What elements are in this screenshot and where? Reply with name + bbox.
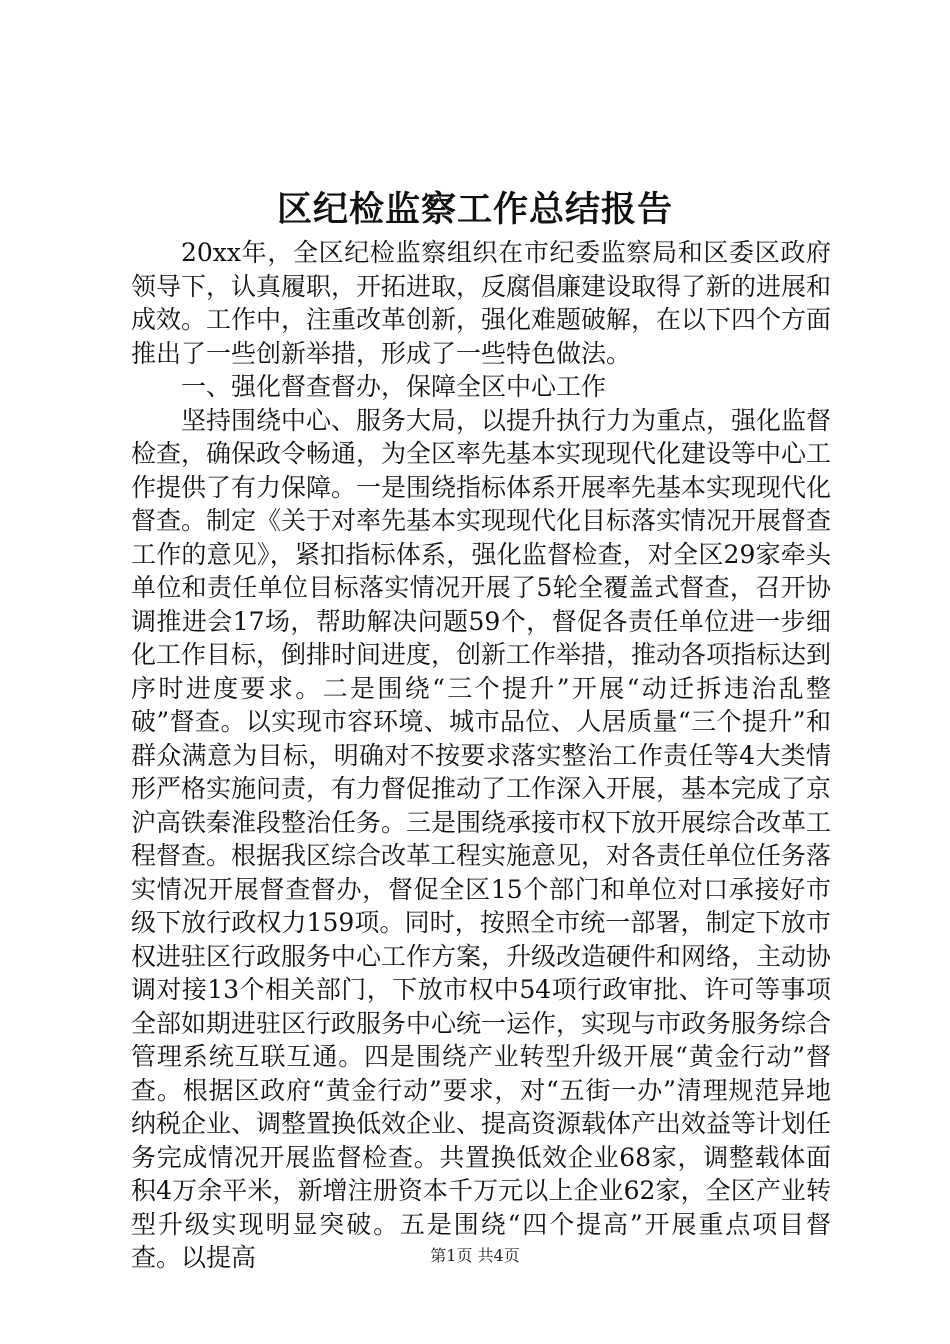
document-body (131, 236, 831, 1275)
intro-paragraph: 20xx年，全区纪检监察组织在市纪委监察局和区委区政府领导下，认真履职，开拓进取，反腐倡廉建设取得了新的进展和成效。工作中，注重改革创新，强化难题破解，在以下四个方面推出了一些创新举措，形成了一些特色做法。 (131, 238, 832, 368)
section-heading: 一、强化督查督办，保障全区中心工作 (181, 372, 607, 401)
page-footer: 第1页 共4页 (430, 1246, 520, 1265)
document-title: 区纪检监察工作总结报告 (276, 189, 673, 230)
section-paragraph: 坚持围绕中心、服务大局，以提升执行力为重点，强化监督检查，确保政令畅通，为全区率先基本实现现代化建设等中心工作提供了有力保障。一是围绕指标体系开展率先基本实现现代化督查。制定《关于对率先基本实现现代化目标落实情况开展督查工作的意见》，紧扣指标体系，强化监督检查，对全区29家牵头单位和责任单位目标落实情况开展了5轮全覆盖式督查，召开协调推进会17场，帮助解决问题59个，督促各责任单位进一步细化工作目标，倒排时间进度，创新工作举措，推动各项指标达到序时进度要求。二是围绕“三个提升”开展“动迁拆违治乱整破”督查。以实现市容环境、城市品位、人居质量“三个提升”和群众满意为目标，明确对不按要求落实整治工作责任等4大类情形严格实施问责，有力督促推动了工作深入开展，基本完成了京沪高铁秦淮段整治任务。三是围绕承接市权下放开展综合改革工程督查。根据我区综合改革工程实施意见，对各责任单位任务落实情况开展督查督办，督促全区15个部门和单位对口承接好市级下放行政权力159项。同时，按照全市统一部署，制定下放市权进驻区行政服务中心工作方案，升级改造硬件和网络，主动协调对接13个相关部门，下放市权中54项行政审批、许可等事项全部如期进驻区行政服务中心统一运作，实现与市政务服务综合管理系统互联互通。四是围绕产业转型升级开展“黄金行动”督查。根据区政府“黄金行动”要求，对“五街一办”清理规范异地纳税企业、调整置换低效企业、提高资源载体产出效益等计划任务完成情况开展监督检查。共置换低效企业68家，调整载体面积4万余平米，新增注册资本千万元以上企业62家，全区产业转型升级实现明显突破。五是围绕“四个提高”开展重点项目督查。以提高 (131, 405, 832, 1272)
